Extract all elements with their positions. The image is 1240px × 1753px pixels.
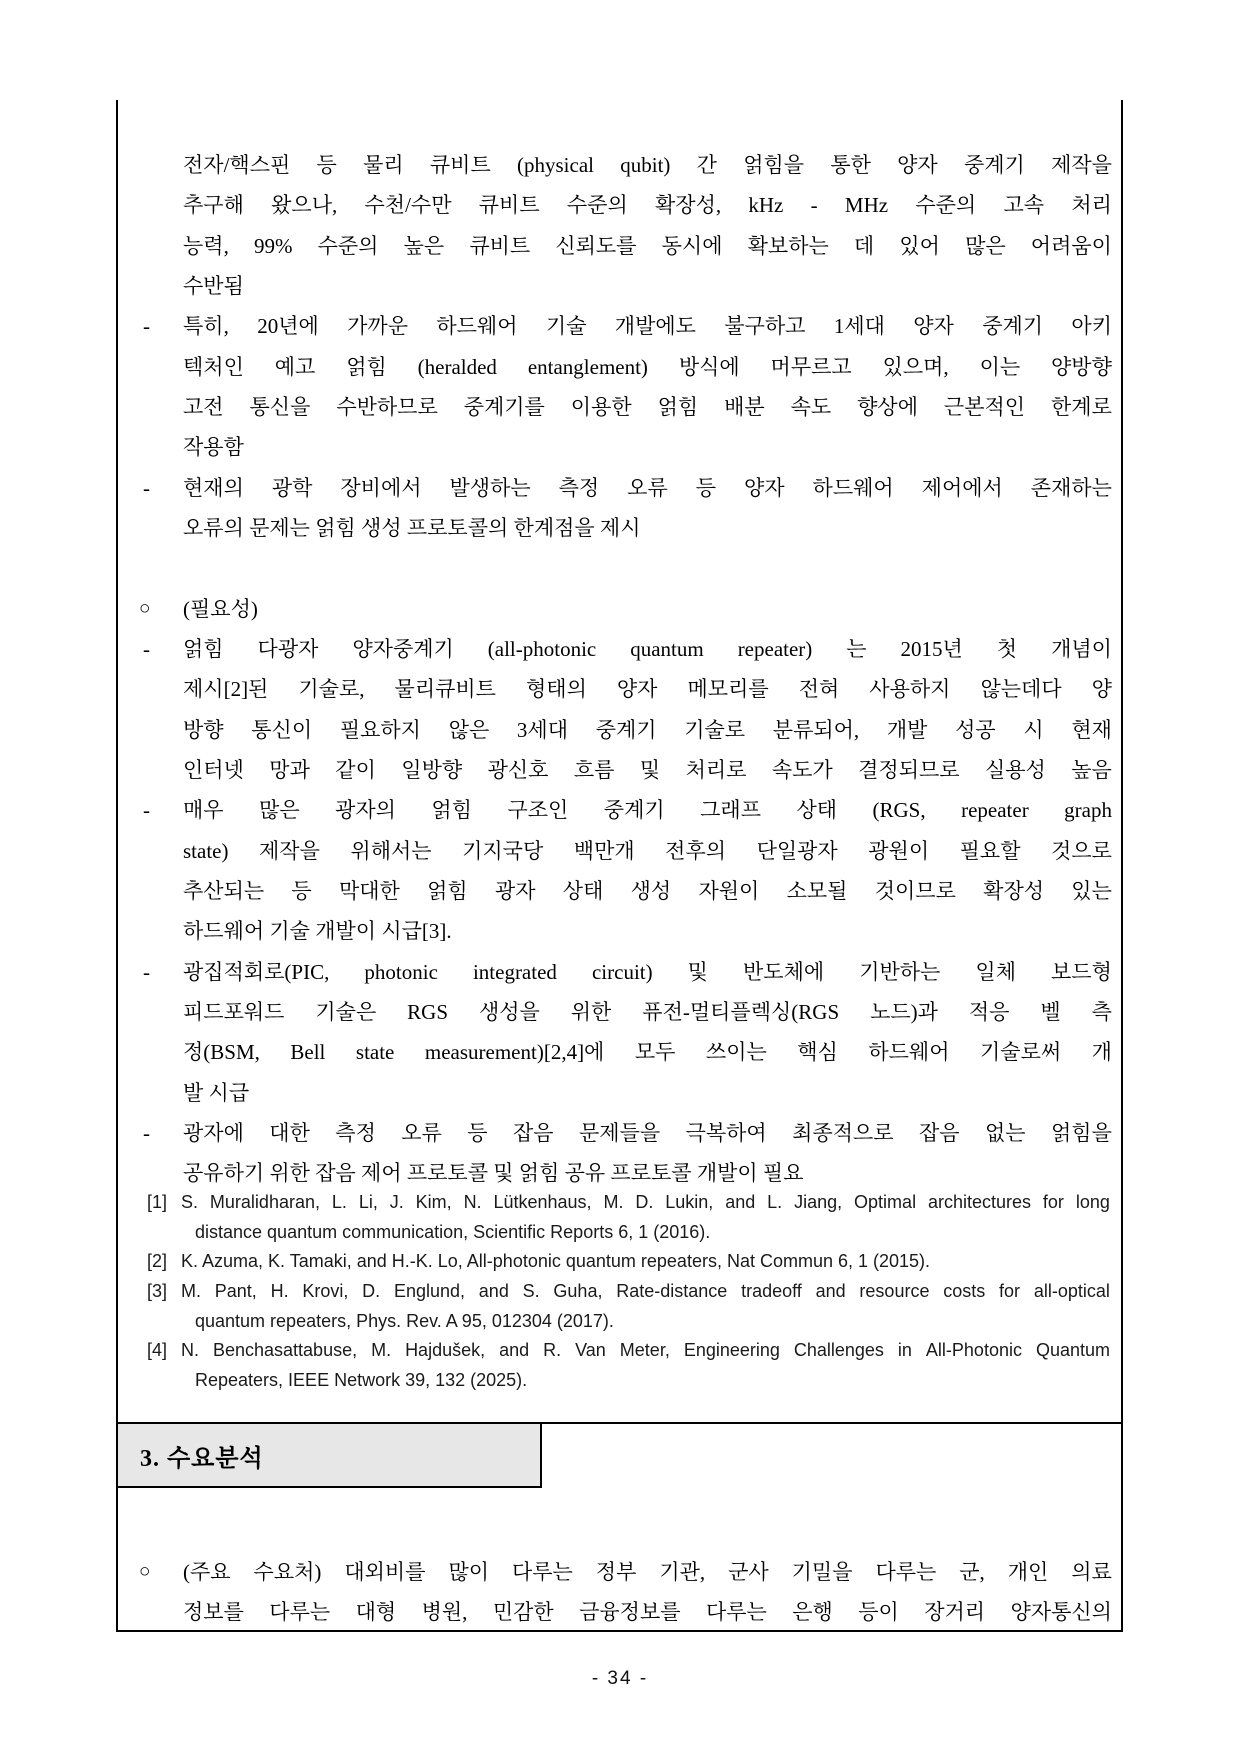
line-text: 수반됨 xyxy=(183,273,244,298)
line-text: 제시[2]된 기술로, 물리큐비트 형태의 양자 메모리를 전혀 사용하지 않는데다 양 xyxy=(183,677,1112,702)
line-text: (주요 수요처) 대외비를 많이 다루는 정부 기관, 군사 기밀을 다루는 군, 개인 의료 xyxy=(183,1560,1112,1584)
line-text: 정보를 다루는 대형 병원, 민감한 금융정보를 다루는 은행 등이 장거리 양자통신의 xyxy=(183,1600,1112,1625)
main-cell-content xyxy=(118,145,1121,1194)
reference-line xyxy=(118,1336,1121,1366)
bullet-marker: - xyxy=(143,636,150,661)
line-text: 특히, 20년에 가까운 하드웨어 기술 개발에도 불구하고 1세대 양자 중계기 아키 xyxy=(183,314,1112,339)
body-text-line xyxy=(118,145,1121,185)
line-text: state) 제작을 위해서는 기지국당 백만개 전후의 단일광자 광원이 필요할 것으로 xyxy=(183,838,1112,863)
body-text-line xyxy=(118,952,1121,992)
reference-line xyxy=(118,1188,1121,1218)
references-block xyxy=(118,1188,1121,1396)
body-text-line xyxy=(118,992,1121,1032)
body-text-line xyxy=(118,508,1121,548)
line-text: 발 시급 xyxy=(183,1080,250,1105)
line-text: 전자/핵스핀 등 물리 큐비트 (physical qubit) 간 얽힘을 통한 양자 중계기 제작을 xyxy=(183,153,1112,177)
reference-line xyxy=(118,1366,1121,1396)
line-text: 하드웨어 기술 개발이 시급[3]. xyxy=(183,919,452,944)
bullet-marker: [1] xyxy=(147,1192,168,1212)
line-text: 능력, 99% 수준의 높은 큐비트 신뢰도를 동시에 확보하는 데 있어 많은 어려움이 xyxy=(183,233,1112,258)
body-text-line xyxy=(118,266,1121,306)
line-text: distance quantum communication, Scientific Reports 6, 1 (2016). xyxy=(195,1221,711,1242)
line-text: 얽힘 다광자 양자중계기 (all-photonic quantum repeater) 는 2015년 첫 개념이 xyxy=(183,636,1112,661)
reference-line xyxy=(118,1247,1121,1277)
bullet-marker: - xyxy=(143,1120,150,1145)
line-text: quantum repeaters, Phys. Rev. A 95, 012304 (2017). xyxy=(195,1310,614,1331)
reference-line xyxy=(118,1218,1121,1248)
line-text: S. Muralidharan, L. Li, J. Kim, N. Lütkenhaus, M. D. Lukin, and L. Jiang, Optimal architectures for long xyxy=(181,1192,1110,1212)
body-text-line xyxy=(118,1113,1121,1153)
body-text-line xyxy=(118,1032,1121,1072)
body-text-line xyxy=(118,347,1121,387)
line-text: 정(BSM, Bell state measurement)[2,4]에 모두 쓰이는 핵심 하드웨어 기술로써 개 xyxy=(183,1040,1112,1065)
bullet-marker: - xyxy=(143,314,150,339)
body-text-line xyxy=(118,427,1121,467)
page-number: - 34 - xyxy=(591,1668,649,1689)
demand-text-line xyxy=(118,1552,1121,1592)
line-text: 텍처인 예고 얽힘 (heralded entanglement) 방식에 머무르고 있으며, 이는 양방향 xyxy=(183,354,1112,379)
line-text: M. Pant, H. Krovi, D. Englund, and S. Guha, Rate-distance tradeoff and resource costs for all-optical xyxy=(181,1281,1110,1302)
line-text: 피드포워드 기술은 RGS 생성을 위한 퓨전-멀티플렉싱(RGS 노드)과 적응 벨 측 xyxy=(183,999,1112,1024)
bullet-marker: [4] xyxy=(147,1340,168,1361)
body-text-line xyxy=(118,710,1121,750)
body-text-line xyxy=(118,226,1121,266)
reference-line xyxy=(118,1277,1121,1307)
line-text: 고전 통신을 수반하므로 중계기를 이용한 얽힘 배분 속도 향상에 근본적인 한계로 xyxy=(183,394,1112,419)
body-text-line xyxy=(118,1073,1121,1113)
line-text: 매우 많은 광자의 얽힘 구조인 중계기 그래프 상태 (RGS, repeater graph xyxy=(183,798,1112,823)
body-text-line xyxy=(118,790,1121,830)
body-text-line xyxy=(118,548,1121,588)
body-text-line xyxy=(118,589,1121,629)
body-text-line xyxy=(118,306,1121,346)
line-text: 공유하기 위한 잡음 제어 프로토콜 및 얽힘 공유 프로토콜 개발이 필요 xyxy=(183,1161,804,1186)
line-text: Repeaters, IEEE Network 39, 132 (2025). xyxy=(195,1370,528,1391)
body-text-line xyxy=(118,387,1121,427)
line-text: 오류의 문제는 얽힘 생성 프로토콜의 한계점을 제시 xyxy=(183,515,641,540)
body-text-line xyxy=(118,629,1121,669)
body-text-line xyxy=(118,669,1121,709)
line-text: 현재의 광학 장비에서 발생하는 측정 오류 등 양자 하드웨어 제어에서 존재하는 xyxy=(183,475,1112,500)
body-text-line xyxy=(118,831,1121,871)
demand-text-line xyxy=(118,1592,1121,1632)
section-3-title: 3. 수요분석 xyxy=(140,1445,264,1472)
line-text: 추구해 왔으나, 수천/수만 큐비트 수준의 확장성, kHz - MHz 수준의 고속 처리 xyxy=(183,193,1112,218)
line-text: 광자에 대한 측정 오류 등 잡음 문제들을 극복하여 최종적으로 잡음 없는 얽힘을 xyxy=(183,1120,1112,1145)
line-text: 인터넷 망과 같이 일방향 광신호 흐름 및 처리로 속도가 결정되므로 실용성 높음 xyxy=(183,757,1112,782)
bullet-marker: ○ xyxy=(139,597,151,619)
bullet-marker: - xyxy=(143,475,150,500)
body-text-line xyxy=(118,185,1121,225)
bullet-marker: - xyxy=(143,959,150,984)
bullet-marker: - xyxy=(143,798,150,823)
reference-line xyxy=(118,1307,1121,1337)
body-text-line xyxy=(118,750,1121,790)
body-text-line xyxy=(118,468,1121,508)
bullet-marker: [3] xyxy=(147,1281,168,1302)
line-text: 방향 통신이 필요하지 않은 3세대 중계기 기술로 분류되어, 개발 성공 시 현재 xyxy=(183,717,1112,742)
line-text: 광집적회로(PIC, photonic integrated circuit) 및 반도체에 기반하는 일체 보드형 xyxy=(183,959,1112,984)
document-table-frame xyxy=(116,100,1123,1632)
demand-cell-content xyxy=(118,1552,1121,1633)
bullet-marker: [2] xyxy=(147,1251,168,1272)
bullet-marker: ○ xyxy=(139,1561,151,1582)
line-text: (필요성) xyxy=(183,596,258,621)
body-text-line xyxy=(118,911,1121,951)
line-text: N. Benchasattabuse, M. Hajdušek, and R. Van Meter, Engineering Challenges in All-Photonic Quantum xyxy=(181,1340,1110,1361)
section-3-header xyxy=(116,1422,542,1488)
line-text: 작용함 xyxy=(183,435,244,460)
line-text: 추산되는 등 막대한 얽힘 광자 상태 생성 자원이 소모될 것이므로 확장성 있는 xyxy=(183,878,1112,903)
body-text-line xyxy=(118,871,1121,911)
line-text: K. Azuma, K. Tamaki, and H.-K. Lo, All-photonic quantum repeaters, Nat Commun 6, 1 (2015). xyxy=(181,1251,931,1272)
